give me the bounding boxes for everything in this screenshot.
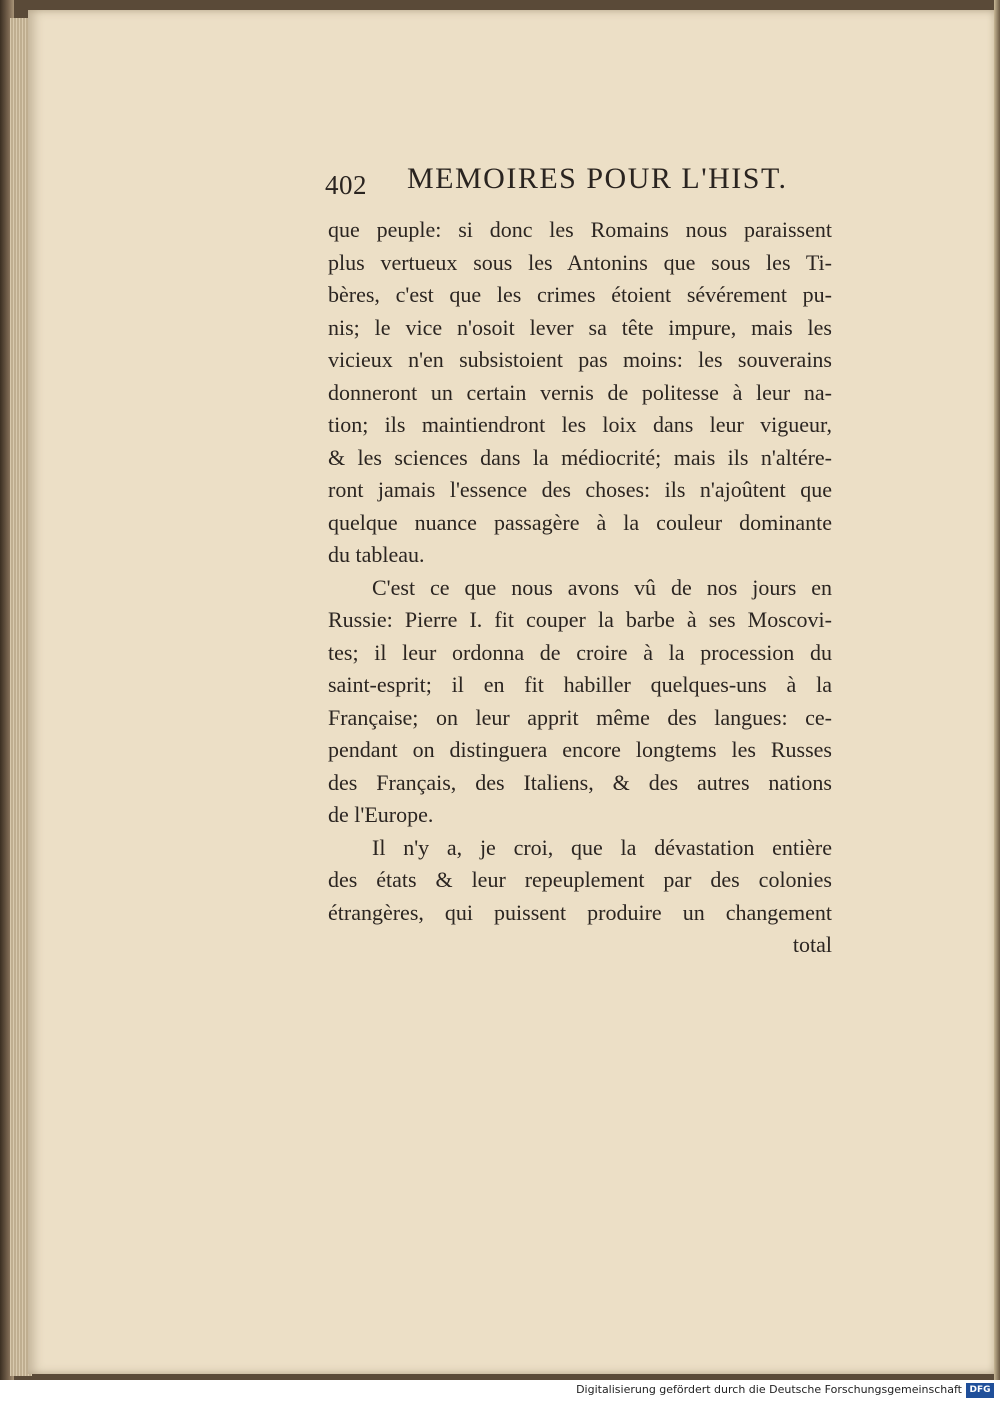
text-line: saint-esprit; il en fit habiller quelques-uns à la <box>328 672 832 697</box>
text-line: Russie: Pierre I. fit couper la barbe à ses Moscovi- <box>328 607 832 632</box>
text-line: quelque nuance passagère à la couleur dominante <box>328 509 832 535</box>
body-text <box>328 214 832 962</box>
text-line: des Français, des Italiens, & des autres nations <box>328 769 832 795</box>
text-line: ront jamais l'essence des choses: ils n'ajoûtent que <box>328 477 832 502</box>
text-line: nis; le vice n'osoit lever sa tête impure, mais les <box>328 314 832 340</box>
text-line: C'est ce que nous avons vû de nos jours en <box>372 574 832 600</box>
funding-credit: Digitalisierung gefördert durch die Deutsche Forschungsgemeinschaft <box>576 1383 962 1396</box>
text-line: des états & leur repeuplement par des colonies <box>328 867 832 892</box>
text-line: étrangères, qui puissent produire un changement <box>328 899 832 925</box>
text-line: & les sciences dans la médiocrité; mais ils n'altére- <box>328 444 832 470</box>
text-line: tes; il leur ordonna de croire à la procession du <box>328 639 832 665</box>
dfg-logo: DFG <box>966 1383 994 1398</box>
text-line: du tableau. <box>328 542 425 567</box>
running-head: MEMOIRES POUR L'HIST. <box>407 162 788 195</box>
text-line: Il n'y a, je croi, que la dévastation entière <box>372 834 832 860</box>
text-line: Française; on leur apprit même des langues: ce- <box>328 704 832 730</box>
right-edge-shadow <box>994 0 1000 1380</box>
footer-bar <box>0 1380 1000 1401</box>
text-line: que peuple: si donc les Romains nous paraissent <box>328 217 832 242</box>
text-line: pendant on distinguera encore longtems les Russes <box>328 737 832 762</box>
text-line: tion; ils maintiendront les loix dans leur vigueur, <box>328 412 832 437</box>
text-line: de l'Europe. <box>328 802 434 827</box>
text-line: bères, c'est que les crimes étoient sévérement pu- <box>328 282 832 307</box>
text-line: plus vertueux sous les Antonins que sous les Ti- <box>328 249 832 275</box>
page-number: 402 <box>325 170 367 200</box>
text-line: donneront un certain vernis de politesse à leur na- <box>328 379 832 405</box>
text-line: vicieux n'en subsistoient pas moins: les souverains <box>328 347 832 372</box>
catchword: total <box>792 932 832 957</box>
